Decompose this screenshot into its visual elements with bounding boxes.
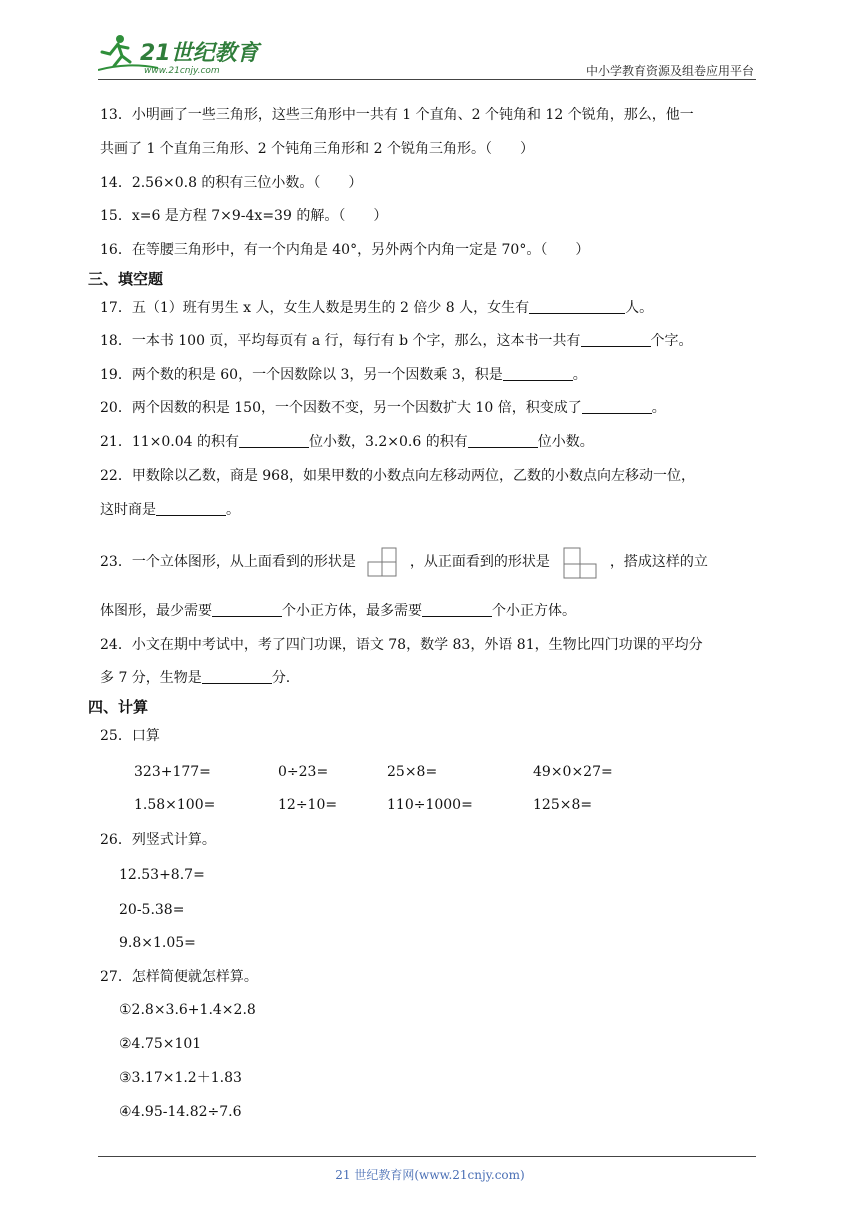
q24-line1: 24．小文在期中考试中，考了四门功课，语文 78，数学 83，外语 81，生物比四门功课的平均分 xyxy=(100,637,703,653)
q22-end: 。 xyxy=(226,502,240,518)
answer-blank[interactable] xyxy=(156,501,226,516)
oral-calc-item: 49×0×27= xyxy=(533,764,613,780)
vertical-calc-item: 20-5.38= xyxy=(119,902,185,918)
q24-text: 多 7 分，生物是 xyxy=(100,670,202,686)
q13-line2: 共画了 1 个直角三角形、2 个钝角三角形和 2 个锐角三角形。（ ） xyxy=(100,141,534,157)
q19-end: 。 xyxy=(572,367,587,383)
answer-blank[interactable] xyxy=(503,366,573,381)
answer-blank[interactable] xyxy=(202,669,272,684)
logo-text: 21世纪教育 xyxy=(140,41,259,66)
q22-text: 这时商是 xyxy=(100,502,156,518)
oral-calc-item: 125×8= xyxy=(533,797,593,813)
answer-blank[interactable] xyxy=(239,433,309,448)
footer-divider xyxy=(98,1156,756,1157)
q21-text-b: 位小数，3.2×0.6 的积有 xyxy=(308,434,468,450)
q17 xyxy=(100,299,653,317)
q23-line1 xyxy=(100,540,708,584)
q23-text-e: 个小正方体，最多需要 xyxy=(282,603,422,619)
q20-text: 20．两个因数的积是 150，一个因数不变，另一个因数扩大 10 倍，积变成了 xyxy=(100,400,582,416)
oral-calc-item: 323+177= xyxy=(134,764,211,780)
front-view-figure xyxy=(560,540,600,584)
vertical-calc-item: 12.53+8.7= xyxy=(119,867,205,883)
vertical-calc-item: 9.8×1.05= xyxy=(119,935,196,951)
q23-text-d: 体图形，最少需要 xyxy=(100,603,212,619)
q19-text: 19．两个数的积是 60，一个因数除以 3，另一个因数乘 3，积是 xyxy=(100,367,503,383)
oral-calc-item: 110÷1000= xyxy=(387,797,473,813)
q21-text-c: 位小数。 xyxy=(537,434,594,450)
oral-calc-item: 1.58×100= xyxy=(134,797,216,813)
q13-line1: 13．小明画了一些三角形，这些三角形中一共有 1 个直角、2 个钝角和 12 个锐角，那么，他一 xyxy=(100,107,694,123)
q20 xyxy=(100,399,666,417)
simplify-calc-item: ②4.75×101 xyxy=(119,1036,202,1052)
q27-title: 27．怎样简便就怎样算。 xyxy=(100,969,258,985)
q21-text-a: 21．11×0.04 的积有 xyxy=(100,434,239,450)
q18 xyxy=(100,332,693,350)
answer-blank[interactable] xyxy=(468,433,538,448)
simplify-calc-item: ④4.95-14.82÷7.6 xyxy=(119,1104,242,1120)
section-heading-calculation: 四、计算 xyxy=(88,698,149,716)
q16: 16．在等腰三角形中，有一个内角是 40°，另外两个内角一定是 70°。（ ） xyxy=(100,242,590,258)
top-view-figure xyxy=(366,540,400,584)
answer-blank[interactable] xyxy=(581,332,651,347)
q19 xyxy=(100,366,587,384)
q23-line2 xyxy=(100,602,576,620)
simplify-calc-item: ③3.17×1.2＋1.83 xyxy=(119,1070,242,1086)
q15: 15．x=6 是方程 7×9-4x=39 的解。（ ） xyxy=(100,208,388,224)
oral-calc-item: 0÷23= xyxy=(278,764,329,780)
q18-unit: 个字。 xyxy=(650,333,693,349)
q23-text-f: 个小正方体。 xyxy=(492,603,576,619)
q18-text: 18．一本书 100 页，平均每页有 a 行，每行有 b 个字，那么，这本书一共有 xyxy=(100,333,581,349)
answer-blank[interactable] xyxy=(582,399,652,414)
section-heading-fill-blank: 三、填空题 xyxy=(88,270,164,288)
q22-line2 xyxy=(100,501,240,519)
logo-url: www.21cnjy.com xyxy=(144,66,220,76)
answer-blank[interactable] xyxy=(529,299,625,314)
answer-blank[interactable] xyxy=(212,602,282,617)
q23-text-a: 23．一个立体图形，从上面看到的形状是 xyxy=(100,554,356,570)
q24-line2 xyxy=(100,669,290,687)
q21 xyxy=(100,433,594,451)
q14: 14．2.56×0.8 的积有三位小数。（ ） xyxy=(100,175,363,191)
q23-text-b: ，从正面看到的形状是 xyxy=(409,554,550,570)
header-divider xyxy=(98,79,756,80)
q17-text: 17．五（1）班有男生 x 人，女生人数是男生的 2 倍少 8 人，女生有 xyxy=(100,300,530,316)
oral-calc-item: 25×8= xyxy=(387,764,438,780)
page-header xyxy=(98,28,758,80)
oral-calc-item: 12÷10= xyxy=(278,797,338,813)
footer-text[interactable]: 21 世纪教育网(www.21cnjy.com) xyxy=(335,1168,525,1182)
q23-text-c: ，搭成这样的立 xyxy=(609,554,708,570)
site-logo xyxy=(98,32,268,76)
q26-title: 26．列竖式计算。 xyxy=(100,832,216,848)
q20-end: 。 xyxy=(651,400,666,416)
q17-unit: 人。 xyxy=(625,300,654,316)
answer-blank[interactable] xyxy=(422,602,492,617)
simplify-calc-item: ①2.8×3.6+1.4×2.8 xyxy=(119,1002,256,1018)
q22-line1: 22．甲数除以乙数，商是 968，如果甲数的小数点向左移动两位，乙数的小数点向左移动一位， xyxy=(100,468,695,484)
platform-name: 中小学教育资源及组卷应用平台 xyxy=(585,64,754,78)
q24-end: 分. xyxy=(271,670,291,686)
q25-title: 25．口算 xyxy=(100,728,160,744)
